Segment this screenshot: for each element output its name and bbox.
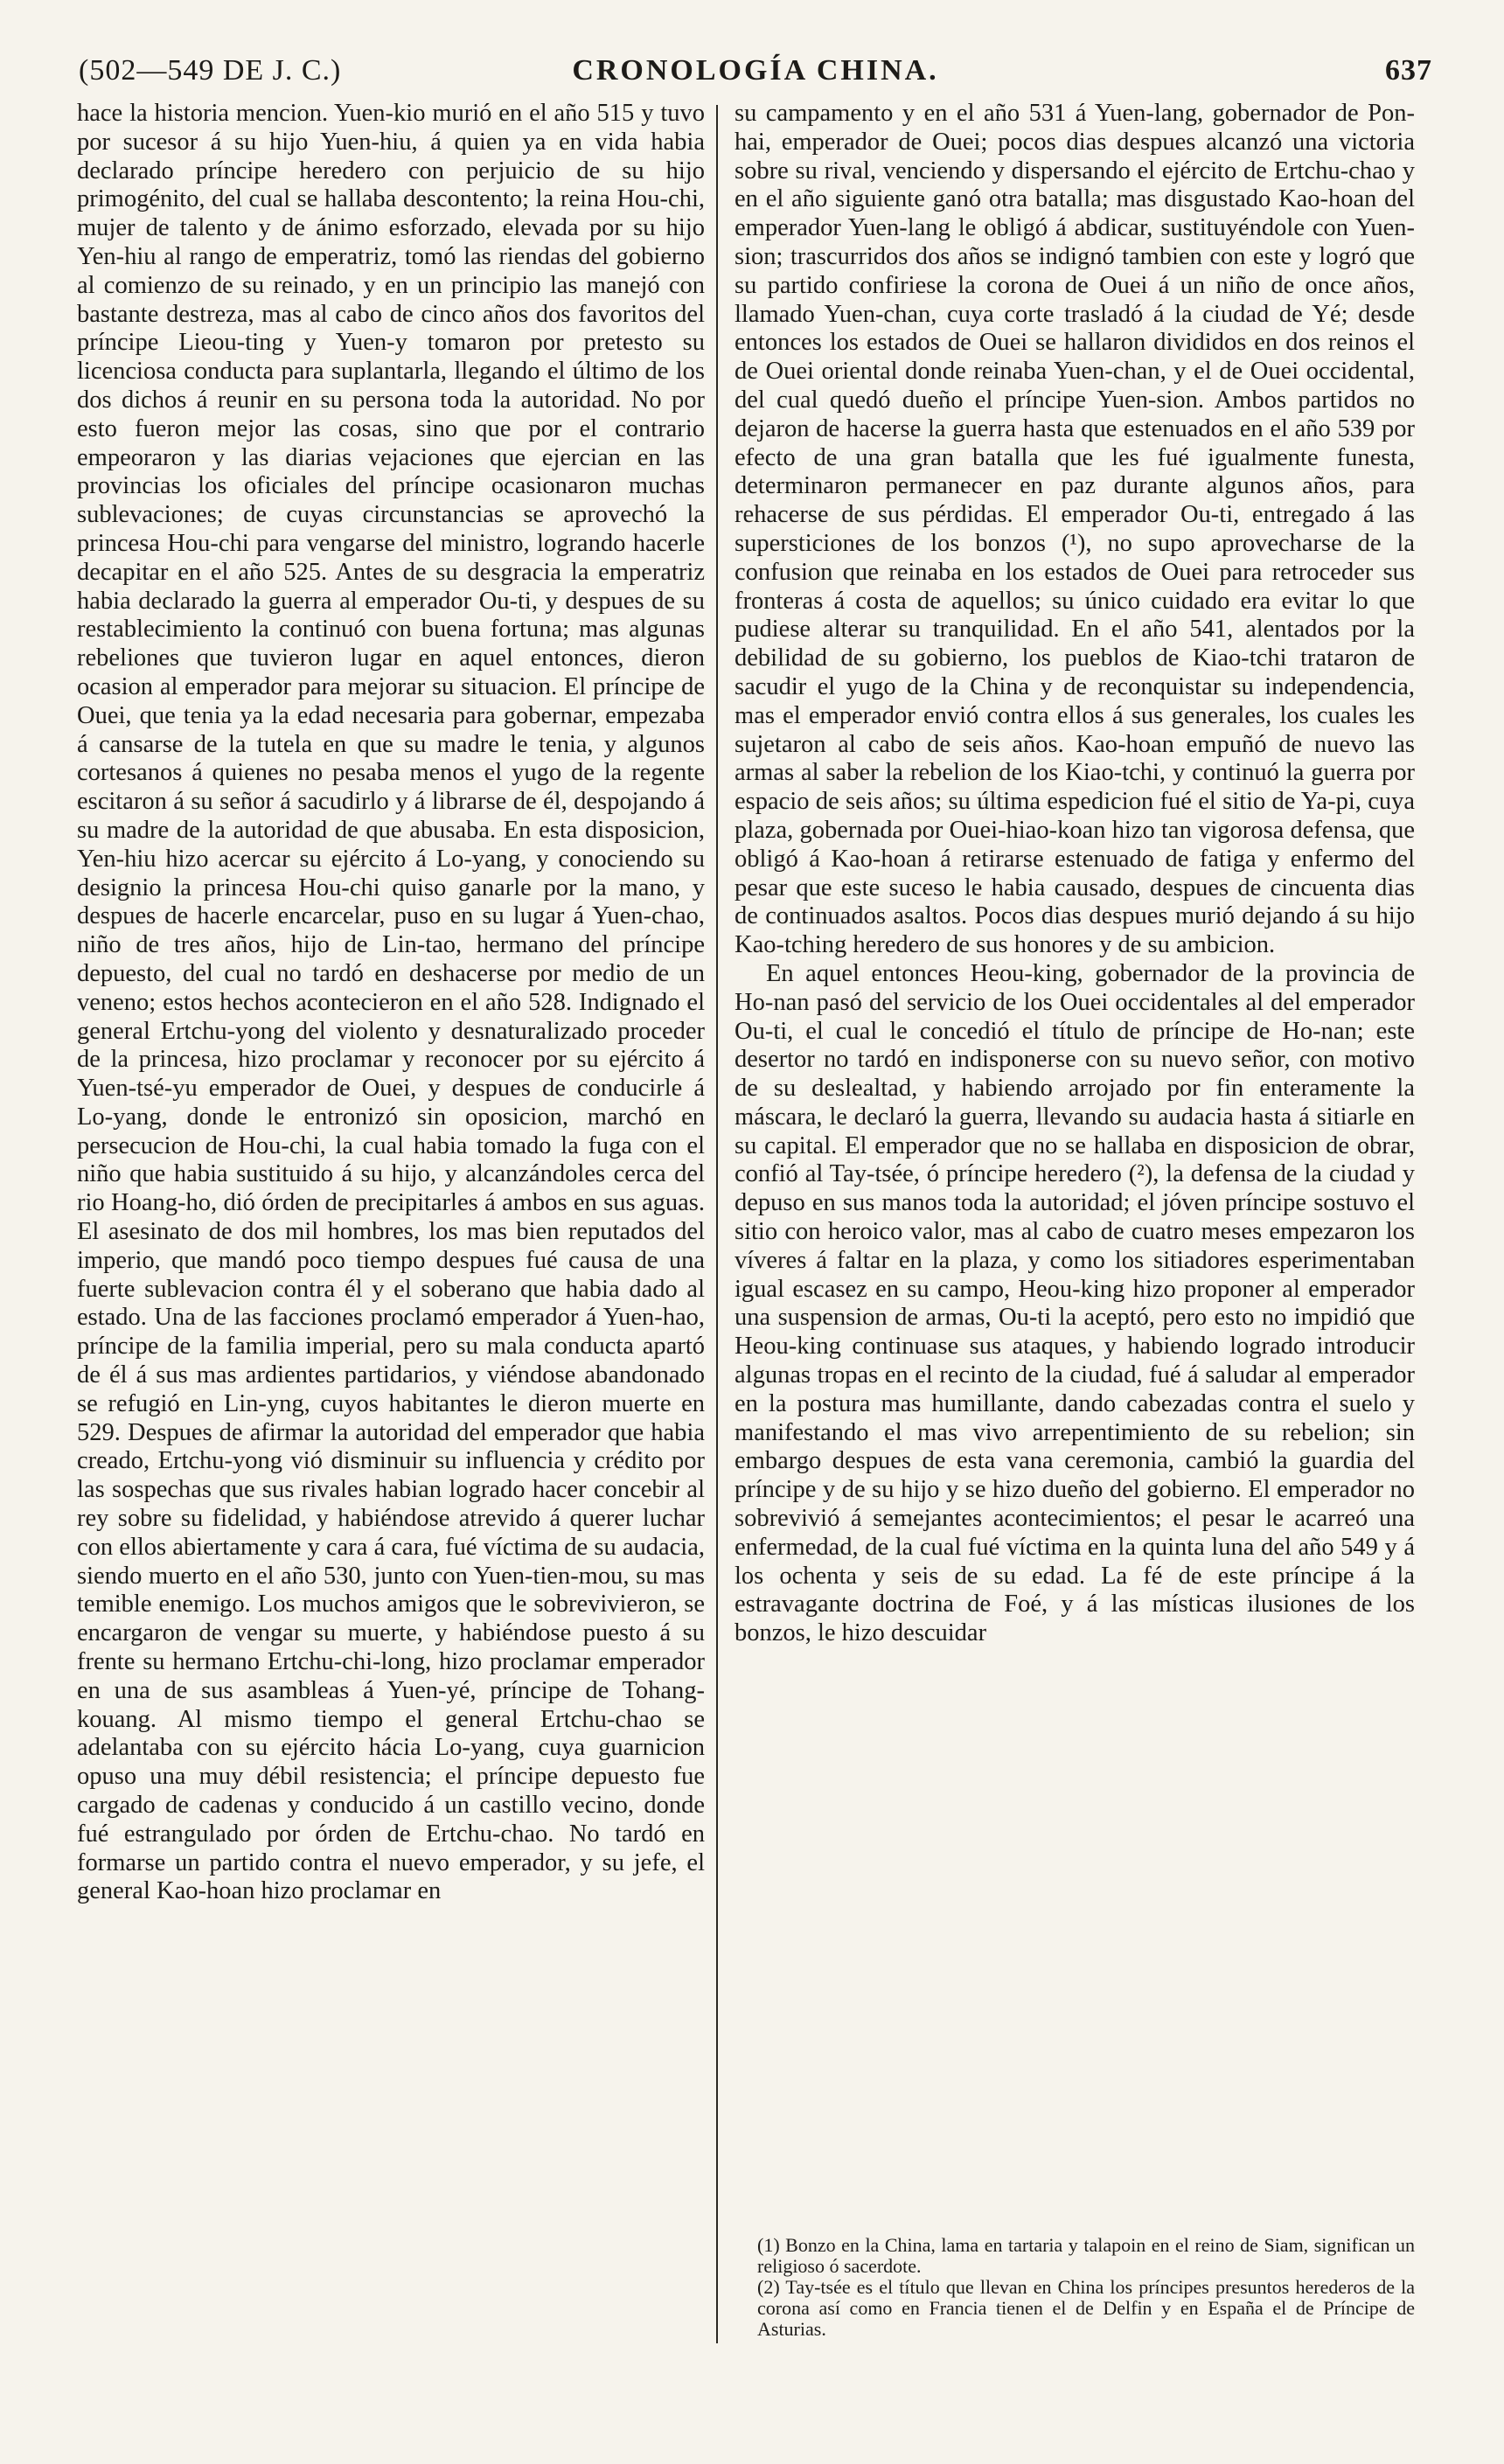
- left-column: [77, 100, 705, 1906]
- page-number: 637: [1385, 54, 1432, 87]
- right-paragraph-2: En aquel entonces Heou-king, gobernador de la provincia de Ho-nan pasó del servicio de los Ouei occidentales al del emperador Ou-ti, el cual le concedió el título de príncipe de Ho-nan; este desertor no tardó en indisponerse con su nuevo señor, con motivo de su deslealtad, y habiendo arrojado por fin enteramente la máscara, le declaró la guerra, llevando su audacia hasta á sitiarle en su capital. El emperador que no se hallaba en disposicion de obrar, confió al Tay-tsée, ó príncipe heredero (²), la defensa de la ciudad y depuso en sus manos toda la autoridad; el jóven príncipe sostuvo el sitio con heroico valor, mas al cabo de cuatro meses empezaron los víveres á faltar en la plaza, y como los sitiadores esperimentaban igual escasez en su campo, Heou-king hizo proponer al emperador una suspension de armas, Ou-ti la aceptó, pero esto no impidió que Heou-king continuase sus ataques, y habiendo logrado introducir algunas tropas en el recinto de la ciudad, fué á saludar al emperador en la postura mas humillante, dando cabezadas contra el suelo y manifestando el mas vivo arrepentimiento de su rebelion; sin embargo despues de esta vana ceremonia, cambió la guardia del príncipe y de su hijo y se hizo dueño del gobierno. El emperador no sobrevivió á semejantes acontecimientos; el pesar le acarreó una enfermedad, de la cual fué víctima en la quinta luna del año 549 y á los ochenta y seis de su edad. La fé de este príncipe á la estravagante doctrina de Foé, y á las místicas ilusiones de los bonzos, le hizo descuidar: [735, 959, 1415, 1647]
- footnotes: [757, 2235, 1415, 2340]
- left-paragraph-1: hace la historia mencion. Yuen-kio murió en el año 515 y tuvo por sucesor á su hijo Yuen-hiu, á quien ya en vida habia declarado príncipe heredero con perjuicio de su hijo primogénito, del cual se hallaba descontento; la reina Hou-chi, mujer de talento y de ánimo esforzado, elevada por su hijo Yen-hiu al rango de emperatriz, tomó las riendas del gobierno al comienzo de su reinado, y en un principio las manejó con bastante destreza, mas al cabo de cinco años dos favoritos del príncipe Lieou-ting y Yuen-y tomaron por pretesto su licenciosa conducta para suplantarla, llegando el último de los dos dichos á reunir en su persona toda la autoridad. No por esto fueron mejor las cosas, sino que por el contrario empeoraron y las diarias vejaciones que ejercian en las provincias los oficiales del príncipe ocasionaron muchas sublevaciones; de cuyas circunstancias se aprovechó la princesa Hou-chi para vengarse del ministro, logrando hacerle decapitar en el año 525. Antes de su desgracia la emperatriz habia declarado la guerra al emperador Ou-ti, y despues de su restablecimiento la continuó con buena fortuna; mas algunas rebeliones que tuvieron lugar en aquel entonces, dieron ocasion al emperador para mejorar su situacion. El príncipe de Ouei, que tenia ya la edad necesaria para gobernar, empezaba á cansarse de la tutela en que su madre le tenia, y algunos cortesanos á quienes no pesaba menos el yugo de la regente escitaron á su señor á sacudirlo y á librarse de él, despojando á su madre de la autoridad de que abusaba. En esta disposicion, Yen-hiu hizo acercar su ejército á Lo-yang, y conociendo su designio la princesa Hou-chi quiso ganarle por la mano, y despues de hacerle encarcelar, puso en su lugar á Yuen-chao, niño de tres años, hijo de Lin-tao, hermano del príncipe depuesto, del cual no tardó en deshacerse por medio de un veneno; estos hechos acontecieron en el año 528. Indignado el general Ertchu-yong del violento y desnaturalizado proceder de la princesa, hizo proclamar y reconocer por su ejército á Yuen-tsé-yu emperador de Ouei, y despues de conducirle á Lo-yang, donde le entronizó sin oposicion, marchó en persecucion de Hou-chi, la cual habia tomado la fuga con el niño que habia sustituido á su hijo, y alcanzándoles cerca del rio Hoang-ho, dió órden de precipitarles á ambos en sus aguas. El asesinato de dos mil hombres, los mas bien reputados del imperio, que mandó poco tiempo despues fué causa de una fuerte sublevacion contra él y el soberano que habia dado al estado. Una de las facciones proclamó emperador á Yuen-hao, príncipe de la familia imperial, pero su mala conducta apartó de él á sus mas ardientes partidarios, y viéndose abandonado se refugió en Lin-yng, cuyos habitantes le dieron muerte en 529. Despues de afirmar la autoridad del emperador que habia creado, Ertchu-yong vió disminuir su influencia y crédito por las sospechas que sus rivales habian logrado hacer concebir al rey sobre su fidelidad, y habiéndose atrevido á querer luchar con ellos abiertamente y cara á cara, fué víctima de su audacia, siendo muerto en el año 530, junto con Yuen-tien-mou, su mas temible enemigo. Los muchos amigos que le sobrevivieron, se encargaron de vengar su muerte, y habiéndose puesto á su frente su hermano Ertchu-chi-long, hizo proclamar emperador en una de sus asambleas á Yuen-yé, príncipe de Tohang-kouang. Al mismo tiempo el general Ertchu-chao se adelantaba con su ejército hácia Lo-yang, cuya guarnicion opuso una muy débil resistencia; el príncipe depuesto fue cargado de cadenas y conducido á un castillo vecino, donde fué estrangulado por órden de Ertchu-chao. No tardó en formarse un partido contra el nuevo emperador, y su jefe, el general Kao-hoan hizo proclamar en: [77, 100, 705, 1905]
- right-column: [735, 100, 1415, 1648]
- footnote-2: (2) Tay-tsée es el título que llevan en China los príncipes presuntos herederos de la corona así como en Francia tienen el de Delfin y en España el de Príncipe de Asturias.: [757, 2276, 1415, 2340]
- header-title: CRONOLOGÍA CHINA.: [572, 54, 939, 87]
- right-paragraph-1: su campamento y en el año 531 á Yuen-lang, gobernador de Pon-hai, emperador de Ouei; pocos dias despues alcanzó una victoria sobre su rival, venciendo y dispersando el ejército de Ertchu-chao y en el año siguiente ganó otra batalla; mas disgustado Kao-hoan del emperador Yuen-lang le obligó á abdicar, sustituyéndole con Yuen-sion; trascurridos dos años se indignó tambien con este y logró que su partido confiriese la corona de Ouei á un niño de once años, llamado Yuen-chan, cuya corte trasladó á la ciudad de Yé; desde entonces los estados de Ouei se hallaron divididos en dos reinos el de Ouei oriental donde reinaba Yuen-chan, y el de Ouei occidental, del cual quedó dueño el príncipe Yuen-sion. Ambos partidos no dejaron de hacerse la guerra hasta que estenuados en el año 539 por efecto de una gran batalla que les fué igualmente funesta, determinaron permanecer en paz durante algunos años, para rehacerse de sus pérdidas. El emperador Ou-ti, entregado á las supersticiones de los bonzos (¹), no supo aprovecharse de la confusion que reinaba en los estados de Ouei para retroceder sus fronteras á costa de aquellos; su único cuidado era evitar lo que pudiese alterar su tranquilidad. En el año 541, alentados por la debilidad de su gobierno, los pueblos de Kiao-tchi trataron de sacudir el yugo de la China y de reconquistar su independencia, mas el emperador envió contra ellos á sus generales, los cuales les sujetaron al cabo de seis años. Kao-hoan empuñó de nuevo las armas al saber la rebelion de los Kiao-tchi, y continuó la guerra por espacio de seis años; su última espedicion fué el sitio de Ya-pi, cuya plaza, gobernada por Ouei-hiao-koan hizo tan vigorosa defensa, que obligó á Kao-hoan á retirarse estenuado de fatiga y enfermo del pesar que este suceso le habia causado, despues de cincuenta dias de continuados asaltos. Pocos dias despues murió dejando á su hijo Kao-tching heredero de sus honores y de su ambicion.: [735, 100, 1415, 959]
- column-divider: [716, 105, 718, 2343]
- running-header: [79, 54, 1432, 98]
- footnote-1: (1) Bonzo en la China, lama en tartaria y talapoin en el reino de Siam, significan un religioso ó sacerdote.: [757, 2234, 1415, 2277]
- header-date-range: (502—549 DE J. C.): [79, 54, 342, 87]
